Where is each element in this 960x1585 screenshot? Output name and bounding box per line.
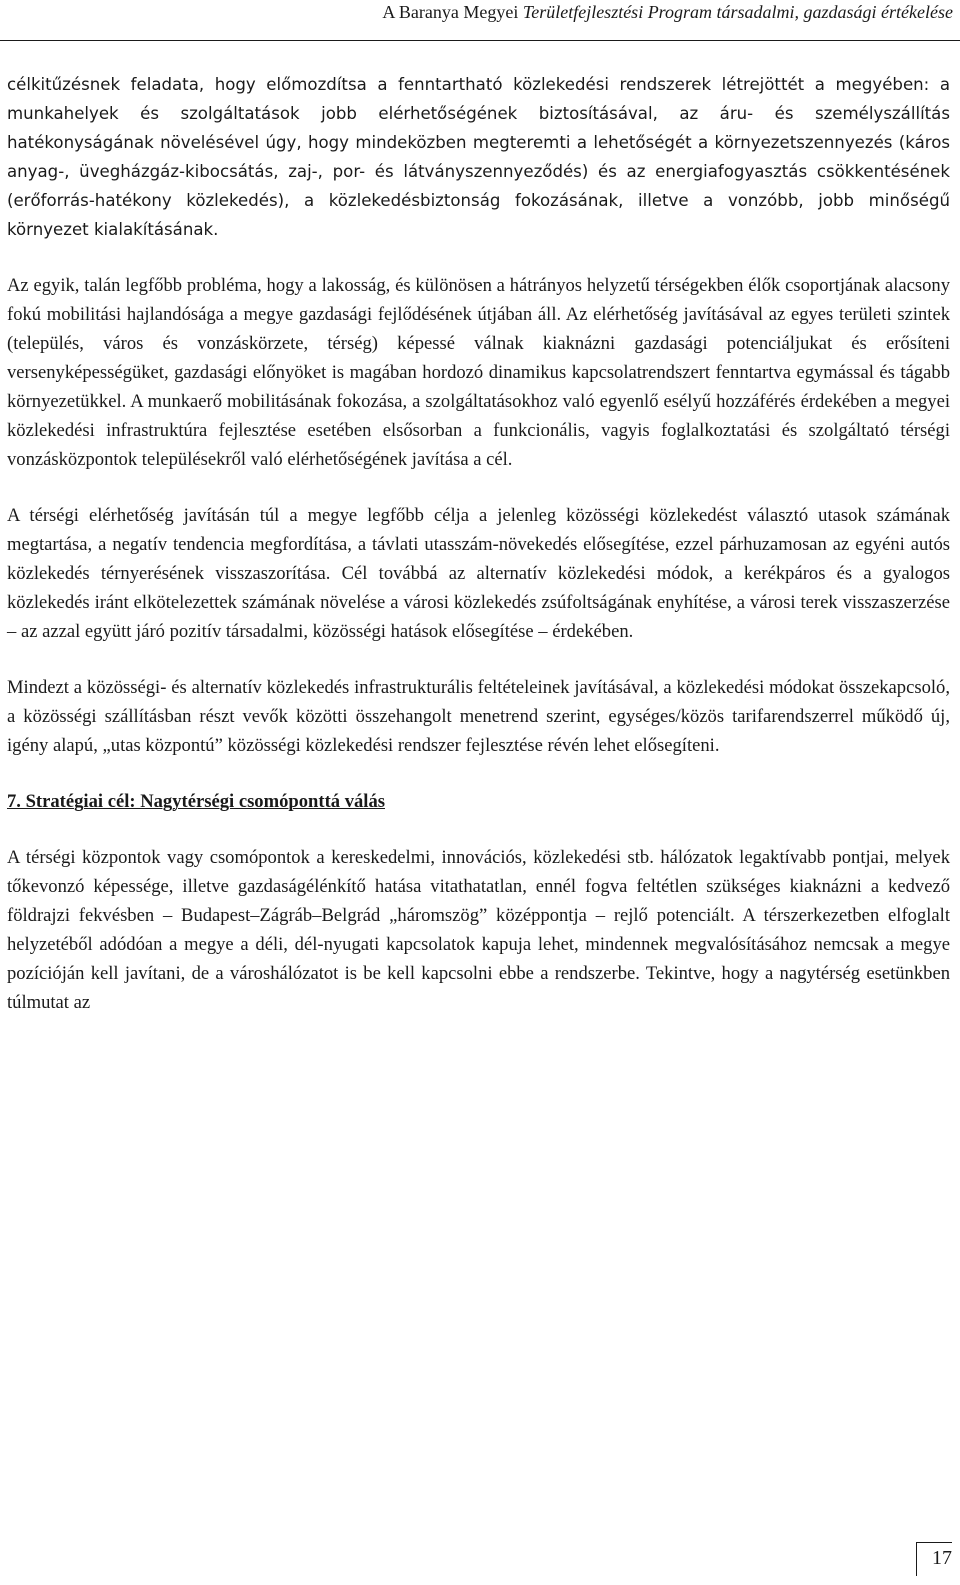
- header-title-italic: Területfejlesztési Program társadalmi, gazdasági értékelése: [522, 2, 953, 22]
- running-header: [0, 0, 960, 41]
- document-body: [7, 70, 950, 1017]
- paragraph-5: A térségi központok vagy csomópontok a kereskedelmi, innovációs, közlekedési stb. hálózatok legaktívabb pontjai, melyek tőkevonzó képessége, illetve gazdaságélénkítő hatása vitathatatlan, ennél fogva feltétlen szükséges kiaknázni a kedvező földrajzi fekvésben – Budapest–Zágráb–Belgrád „háromszög” középpontja – rejlő potenciált. A térszerkezetben elfoglalt helyzetéből adódóan a megye a déli, dél-nyugati kapcsolatok kapuja lehet, mindennek megvalósításához nemcsak a megye pozícióján kell javítani, de a városhálózatot is be kell kapcsolni ebbe a rendszerbe. Tekintve, hogy a nagytérség esetünkben túlmutat az: [7, 847, 950, 1013]
- section-heading: 7. Stratégiai cél: Nagytérségi csomóponttá válás: [7, 791, 385, 812]
- page-number: 17: [916, 1542, 952, 1576]
- header-prefix: A Baranya Megyei: [382, 2, 523, 22]
- header-title: [382, 2, 953, 23]
- paragraph-3: A térségi elérhetőség javításán túl a megye legfőbb célja a jelenleg közösségi közlekedést választó utasok számának megtartása, a negatív tendencia megfordítása, a távlati utasszám-növekedés elősegítése, ezzel párhuzamosan az egyéni autós közlekedés térnyerésének visszaszorítása. Cél továbbá az alternatív közlekedési módok, a kerékpáros és a gyalogos közlekedés iránt elkötelezettek számának növelése a városi közlekedés zsúfoltságának enyhítése, a városi terek visszaszerzése – az azzal együtt járó pozitív társadalmi, közösségi hatások elősegítése – érdekében.: [7, 505, 950, 642]
- paragraph-2: Az egyik, talán legfőbb probléma, hogy a lakosság, és különösen a hátrányos helyzetű térségekben élők csoportjának alacsony fokú mobilitási hajlandósága a megye gazdasági fejlődésének útjában áll. Az elérhetőség javításával az egyes területi szintek (település, város és vonzáskörzete, térség) képessé válnak kiaknázni gazdasági potenciáljukat és erősíteni versenyképességüket, gazdasági előnyöket is magában hordozó dinamikus kapcsolatrendszert fenntartva egymással és tágabb környezetükkel. A munkaerő mobilitásának fokozása, a szolgáltatásokhoz való egyenlő esélyű hozzáférés érdekében a megyei közlekedési infrastruktúra fejlesztése esetében elsősorban a funkcionális, vagyis foglalkoztatási és szolgáltató térségi vonzásközpontok településekről való elérhetőségének javítása a cél.: [7, 275, 950, 470]
- paragraph-4: Mindezt a közösségi- és alternatív közlekedés infrastrukturális feltételeinek javításával, a közlekedési módokat összekapcsoló, a közösségi szállításban részt vevők közötti összehangolt menetrend szerint, egységes/közös tarifarendszerrel működő új, igény alapú, „utas központú” közösségi közlekedési rendszer fejlesztése révén lehet elősegíteni.: [7, 677, 950, 756]
- paragraph-1: célkitűzésnek feladata, hogy előmozdítsa a fenntartható közlekedési rendszerek létrejöttét a megyében: a munkahelyek és szolgáltatások jobb elérhetőségének biztosításával, az áru- és személyszállítás hatékonyságának növelésével úgy, hogy mindeközben megteremti a lehetőségét a környezetszennyezés (káros anyag-, üvegházgáz-kibocsátás, zaj-, por- és látványszennyeződés) és az energiafogyasztás csökkentésének (erőforrás-hatékony közlekedés), a közlekedésbiztonság fokozásának, illetve a vonzóbb, jobb minőségű környezet kialakításának.: [7, 75, 950, 239]
